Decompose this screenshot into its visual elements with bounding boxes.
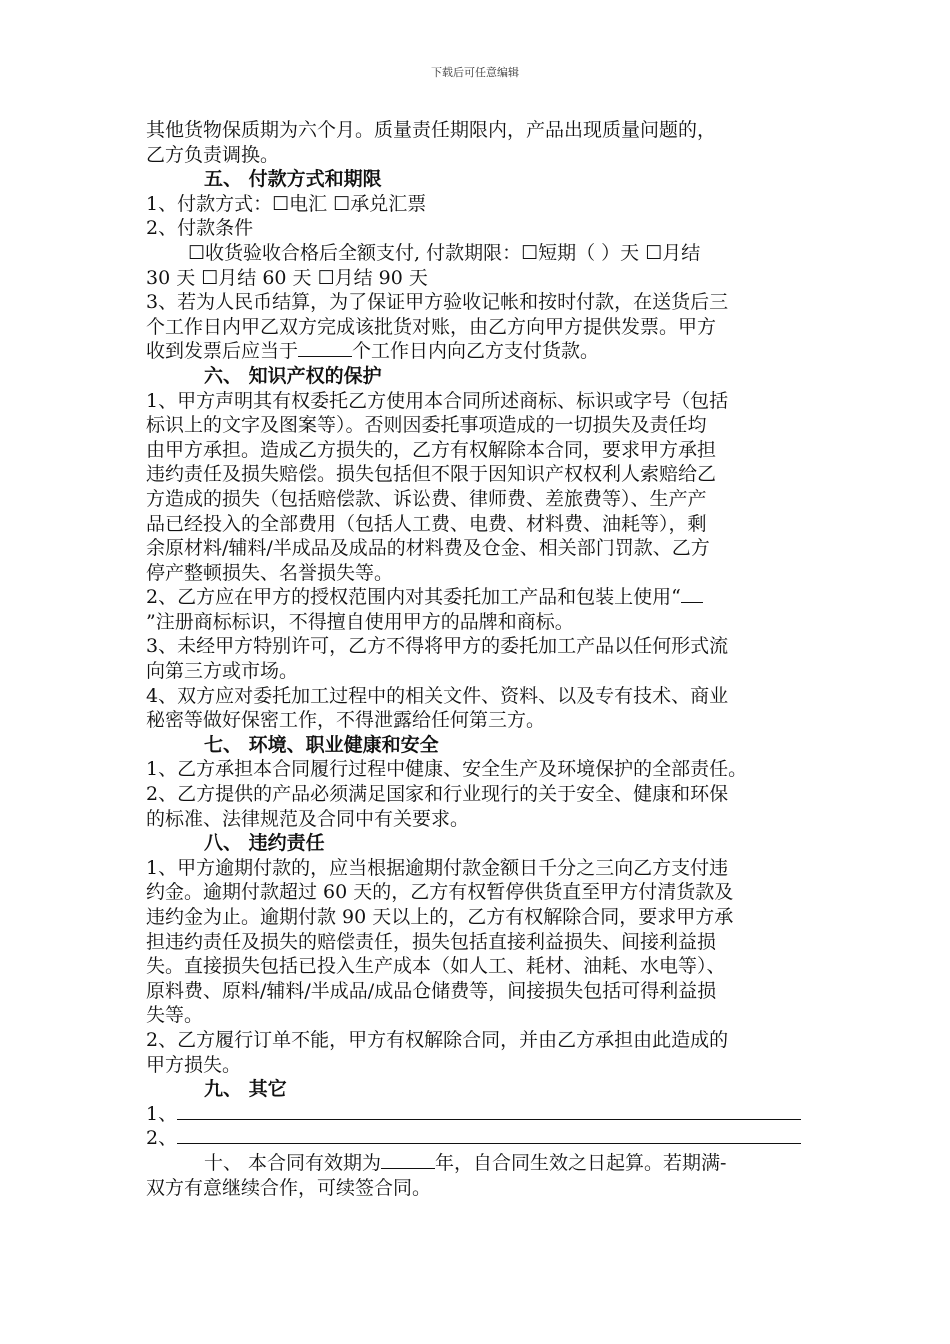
paragraph-line: 标识上的文字及图案等）。否则因委托事项造成的一切损失及责任均 — [146, 414, 707, 437]
fill-blank[interactable] — [681, 588, 703, 603]
fill-blank[interactable] — [298, 342, 352, 357]
section-heading-payment: 五、 付款方式和期限 — [204, 168, 382, 191]
paragraph-line: 向第三方或市场。 — [146, 660, 299, 683]
paragraph-line: 1、甲方声明其有权委托乙方使用本合同所述商标、标识或字号（包括 — [146, 389, 729, 412]
paragraph-line: 甲方损失。 — [146, 1053, 242, 1076]
paragraph-line: 原料费、原料/辅料/半成品/成品仓储费等，间接损失包括可得利益损 — [146, 979, 717, 1002]
paragraph-line: 秘密等做好保密工作，不得泄露给任何第三方。 — [146, 709, 546, 732]
paragraph-line: 1、付款方式：☐电汇 ☐承兑汇票 — [146, 192, 427, 215]
paragraph-line: 担违约责任及损失的赔偿责任，损失包括直接利益损失、间接利益损 — [146, 930, 717, 953]
text-fragment: 个工作日内向乙方支付货款。 — [352, 340, 600, 363]
paragraph-line: 余原材料/辅料/半成品及成品的材料费及仓金、相关部门罚款、乙方 — [146, 537, 710, 560]
paragraph-line: 双方有意继续合作，可续签合同。 — [146, 1176, 432, 1199]
paragraph-line: 方造成的损失（包括赔偿款、诉讼费、律师费、差旅费等）、生产产 — [146, 487, 707, 510]
item-number: 1、 — [146, 1102, 178, 1125]
paragraph-line — [146, 339, 806, 364]
paragraph-line: 4、双方应对委托加工过程中的相关文件、资料、以及专有技术、商业 — [146, 684, 729, 707]
fill-line[interactable] — [177, 1129, 801, 1144]
text-fragment: 2、乙方应在甲方的授权范围内对其委托加工产品和包装上使用“ — [146, 586, 681, 609]
section-heading-other: 九、 其它 — [204, 1078, 287, 1101]
paragraph-line: 乙方负责调换。 — [146, 143, 280, 166]
paragraph-line: 2、乙方提供的产品必须满足国家和行业现行的关于安全、健康和环保 — [146, 783, 729, 806]
section-heading-breach: 八、 违约责任 — [204, 832, 325, 855]
paragraph-line: 3、若为人民币结算，为了保证甲方验收记帐和按时付款，在送货后三 — [146, 291, 729, 314]
paragraph-line: 其他货物保质期为六个月。质量责任期限内，产品出现质量问题的， — [146, 119, 717, 141]
fill-blank[interactable] — [381, 1154, 435, 1169]
paragraph-line: 30 天 ☐月结 60 天 ☐月结 90 天 — [146, 266, 428, 289]
section-heading-ip: 六、 知识产权的保护 — [204, 364, 382, 387]
paragraph-line: 2、付款条件 — [146, 217, 254, 240]
paragraph-line: 违约责任及损失赔偿。损失包括但不限于因知识产权权利人索赔给乙 — [146, 463, 717, 486]
paragraph-line: 由甲方承担。造成乙方损失的，乙方有权解除本合同，要求甲方承担 — [146, 438, 717, 461]
paragraph-line: ☐收货验收合格后全额支付, 付款期限：☐短期（ ）天 ☐月结 — [188, 241, 701, 264]
paragraph-line: 的标准、法律规范及合同中有关要求。 — [146, 807, 470, 830]
paragraph-line: 3、未经甲方特别许可，乙方不得将甲方的委托加工产品以任何形式流 — [146, 635, 729, 658]
paragraph-line: 1、乙方承担本合同履行过程中健康、安全生产及环境保护的全部责任。 — [146, 758, 748, 781]
paragraph-line: 违约金为止。逾期付款 90 天以上的，乙方有权解除合同，要求甲方承 — [146, 906, 734, 928]
paragraph-line — [146, 585, 806, 610]
paragraph-line — [146, 1102, 806, 1127]
paragraph-line: 1、甲方逾期付款的，应当根据逾期付款金额日千分之三向乙方支付违 — [146, 856, 729, 879]
paragraph-line: 停产整顿损失、名誉损失等。 — [146, 561, 394, 584]
fill-line[interactable] — [177, 1105, 801, 1120]
paragraph-line: 失。直接损失包括已投入生产成本（如人工、耗材、油耗、水电等）、 — [146, 955, 726, 978]
text-fragment: 十、 本合同有效期为 — [204, 1151, 382, 1174]
contract-body — [146, 118, 806, 1200]
paragraph-line: 约金。逾期付款超过 60 天的，乙方有权暂停供货直至甲方付清货款及 — [146, 881, 734, 904]
paragraph-line: 品已经投入的全部费用（包括人工费、电费、材料费、油耗等），剩 — [146, 512, 707, 535]
text-fragment: 收到发票后应当于 — [146, 340, 299, 363]
text-fragment: 年，自合同生效之日起算。若期满- — [435, 1151, 727, 1174]
paragraph-line: 个工作日内甲乙双方完成该批货对账，由乙方向甲方提供发票。甲方 — [146, 315, 717, 338]
section-heading-safety: 七、 环境、职业健康和安全 — [204, 733, 439, 756]
item-number: 2、 — [146, 1127, 178, 1150]
paragraph-line — [146, 1126, 806, 1151]
paragraph-line: 失等。 — [146, 1004, 204, 1027]
page-header: 下载后可任意编辑 — [431, 66, 519, 79]
paragraph-line: 2、乙方履行订单不能，甲方有权解除合同，并由乙方承担由此造成的 — [146, 1028, 729, 1051]
paragraph-line — [146, 1151, 806, 1176]
paragraph-line: ”注册商标标识，不得擅自使用甲方的品牌和商标。 — [146, 610, 574, 633]
